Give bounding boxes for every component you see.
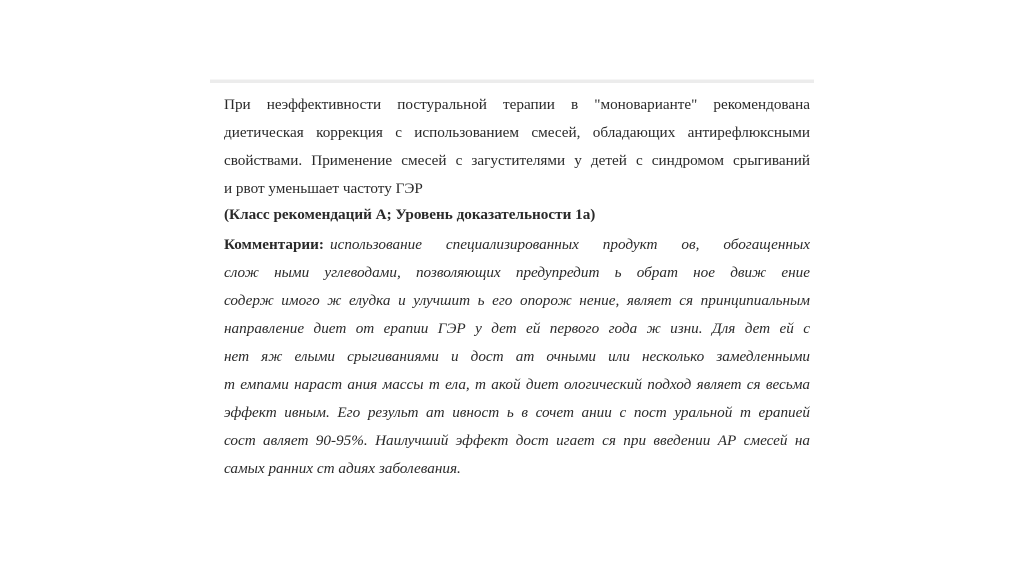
- comment-line: содерж имого ж елудка и улучшит ь его опорож нение, являет ся принципиальным: [224, 292, 810, 309]
- comment-line: самых ранних ст адиях заболевания.: [224, 460, 461, 477]
- comment-line: т емпами нараст ания массы т ела, т акой диет ологический подход являет ся весьма: [224, 376, 810, 393]
- comment-label: Комментарии:: [224, 236, 324, 253]
- paragraph-line: свойствами. Применение смесей с загустителями у детей с синдромом срыгиваний: [224, 152, 810, 169]
- comment-line: эффект ивным. Его результ ат ивност ь в сочет ании с пост уральной т ерапией: [224, 404, 810, 421]
- comment-line: нет яж елыми срыгиваниями и дост ат очными или несколько замедленными: [224, 348, 810, 365]
- document-image: [210, 80, 814, 493]
- main-paragraph: [224, 91, 810, 203]
- comment-line-text: использование специализированных продукт ов, обогащенных: [330, 236, 810, 253]
- comment-line: направление диет от ерапии ГЭР у дет ей первого года ж изни. Для дет ей с: [224, 320, 810, 337]
- paragraph-line: При неэффективности постуральной терапии в "моноварианте" рекомендована: [224, 96, 810, 113]
- recommendation-level: (Класс рекомендаций А; Уровень доказательности 1а): [224, 206, 596, 223]
- comment-line: [224, 231, 810, 259]
- comment-line: слож ными углеводами, позволяющих предупредит ь обрат ное движ ение: [224, 264, 810, 281]
- comment-block: [224, 231, 810, 483]
- paragraph-line: и рвот уменьшает частоту ГЭР: [224, 180, 423, 197]
- comment-line: сост авляет 90-95%. Наилучший эффект дост игает ся при введении АР смесей на: [224, 432, 810, 449]
- paragraph-line: диетическая коррекция с использованием смесей, обладающих антирефлюксными: [224, 124, 810, 141]
